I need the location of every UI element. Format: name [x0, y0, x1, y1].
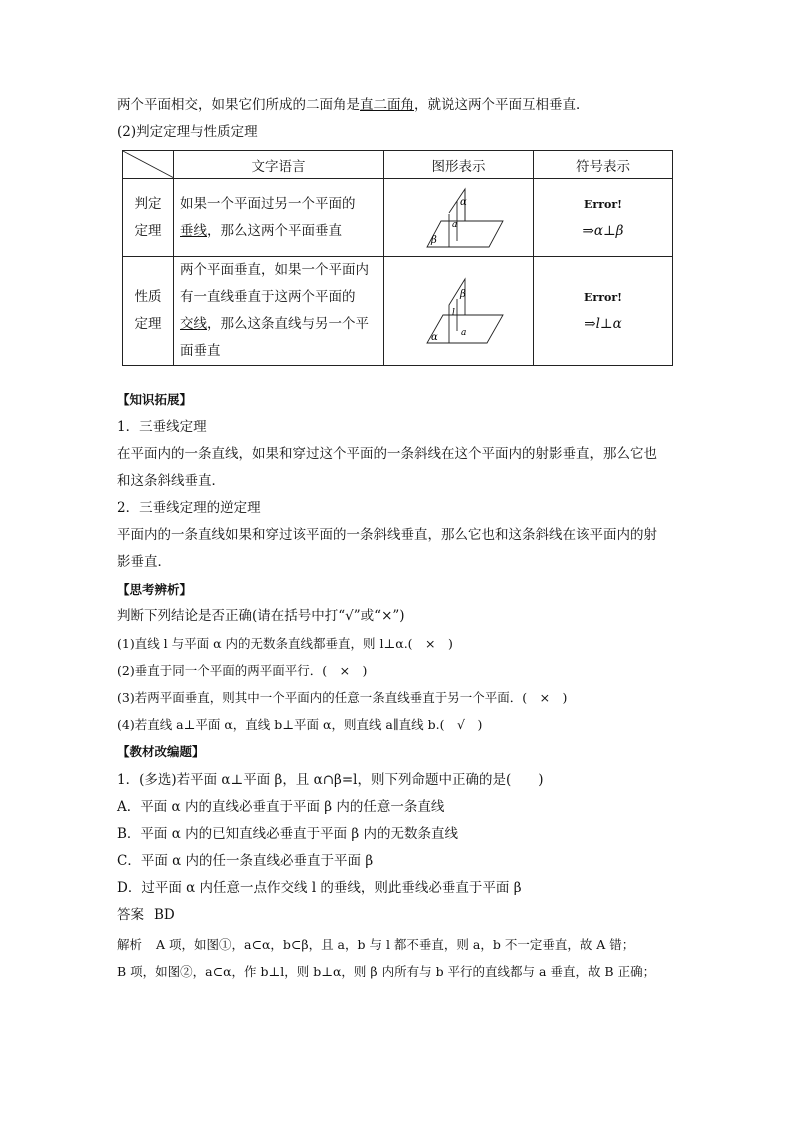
knowledge-item2-line: 影垂直． [117, 554, 171, 570]
option-c: C．平面 α 内的任一条直线必垂直于平面 β [117, 853, 374, 869]
analysis-line [117, 936, 634, 954]
perpendicular-planes-figure [409, 273, 509, 349]
diagonal-header-cell [123, 151, 174, 179]
theorem-table [122, 150, 673, 366]
row-figure-determination [384, 179, 534, 257]
text-line: 两个平面垂直，如果一个平面内 [180, 262, 369, 278]
intro-text-pre: 两个平面相交，如果它们所成的二面角是 [117, 97, 360, 113]
header-text-language: 文字语言 [174, 151, 384, 179]
symbol-error: Error! [584, 291, 622, 304]
row-text-determination [174, 179, 384, 257]
fig-label-lower: α [430, 332, 438, 343]
row-text-property [174, 257, 384, 366]
text-line: 面垂直 [180, 343, 221, 359]
option-b: B．平面 α 内的已知直线必垂直于平面 β 内的无数条直线 [117, 826, 459, 842]
header-symbol: 符号表示 [534, 151, 673, 179]
text-rest: ，那么这条直线与另一个平 [207, 316, 369, 332]
row-symbol-property [534, 257, 673, 366]
analysis-line: B 项，如图②，a⊂α，作 b⊥l，则 b⊥α，则 β 内所有与 b 平行的直线都与 a 垂直，故 B 正确； [117, 964, 656, 979]
diagonal-line [123, 151, 174, 178]
intro-underlined-term: 直二面角 [360, 97, 414, 113]
header-figure: 图形表示 [384, 151, 534, 179]
thinking-item: (3)若两平面垂直，则其中一个平面内的任意一条直线垂直于另一个平面．( × ) [117, 690, 568, 705]
fig-label-line: a [460, 328, 466, 338]
table-row-property [123, 257, 673, 366]
fig-label-upper: β [459, 289, 466, 300]
symbol-error: Error! [584, 197, 622, 211]
thinking-prompt: 判断下列结论是否正确(请在括号中打“√”或“×”) [117, 608, 405, 624]
knowledge-item2-line: 平面内的一条直线如果和穿过该平面的一条斜线垂直，那么它也和这条斜线在该平面内的射 [117, 527, 657, 543]
textbook-tag: 【教材改编题】 [117, 744, 205, 759]
thinking-item: (4)若直线 a⊥平面 α，直线 b⊥平面 α，则直线 a∥直线 b.( √ ) [117, 717, 483, 732]
question-text: 1．(多选)若平面 α⊥平面 β，且 α∩β=l，则下列命题中正确的是( ) [117, 772, 544, 788]
answer-line [117, 906, 175, 924]
intro-text-post: ，就说这两个平面互相垂直． [414, 97, 590, 113]
text-line [180, 218, 377, 245]
thinking-tag: 【思考辨析】 [117, 582, 193, 597]
thinking-item: (1)直线 l 与平面 α 内的无数条直线都垂直，则 l⊥α.( × ) [117, 636, 453, 651]
row-label-line: 定理 [134, 316, 162, 332]
row-label-line: 定理 [134, 222, 162, 239]
option-a: A．平面 α 内的直线必垂直于平面 β 内的任意一条直线 [117, 799, 445, 815]
analysis-label: 解析 [117, 937, 143, 952]
table-header-row [123, 151, 673, 179]
table-row-determination [123, 179, 673, 257]
row-label-line: 性质 [134, 289, 162, 305]
row-label-property [123, 257, 174, 366]
fig-label-lower: β [430, 234, 437, 246]
row-label-determination [123, 179, 174, 257]
knowledge-item1-line: 和这条斜线垂直． [117, 473, 225, 489]
intro-paragraph [117, 96, 590, 114]
knowledge-tag: 【知识拓展】 [117, 392, 193, 407]
analysis-text: A 项，如图①，a⊂α，b⊂β，且 a，b 与 l 都不垂直，则 a，b 不一定垂直，故 A 错； [156, 937, 635, 952]
answer-value: BD [154, 907, 175, 923]
symbol-result: ⇒l⊥α [584, 316, 622, 332]
fig-label-upper: α [459, 196, 467, 208]
row-label-line: 判定 [134, 195, 162, 212]
row-figure-property [384, 257, 534, 366]
symbol-result: ⇒α⊥β [582, 222, 624, 239]
fig-label-line-l: l [451, 308, 455, 318]
section-title: (2)判定定理与性质定理 [117, 124, 258, 140]
thinking-item: (2)垂直于同一个平面的两平面平行．( × ) [117, 663, 368, 678]
fig-label-line: a [451, 219, 457, 230]
knowledge-item2-title: 2．三垂线定理的逆定理 [117, 500, 261, 516]
text-line: 如果一个平面过另一个平面的 [180, 195, 356, 212]
text-line: 有一直线垂直于这两个平面的 [180, 289, 356, 305]
text-line [180, 311, 377, 338]
row-symbol-determination [534, 179, 673, 257]
underlined-term: 垂线 [180, 222, 207, 239]
underlined-term: 交线 [180, 316, 207, 332]
knowledge-item1-line: 在平面内的一条直线，如果和穿过这个平面的一条斜线在这个平面内的射影垂直，那么它也 [117, 446, 657, 462]
answer-label: 答案 [117, 907, 144, 923]
text-rest: ，那么这两个平面垂直 [207, 222, 342, 239]
perpendicular-planes-figure [409, 183, 509, 253]
option-d: D．过平面 α 内任意一点作交线 l 的垂线，则此垂线必垂直于平面 β [117, 880, 522, 896]
knowledge-item1-title: 1．三垂线定理 [117, 419, 207, 435]
